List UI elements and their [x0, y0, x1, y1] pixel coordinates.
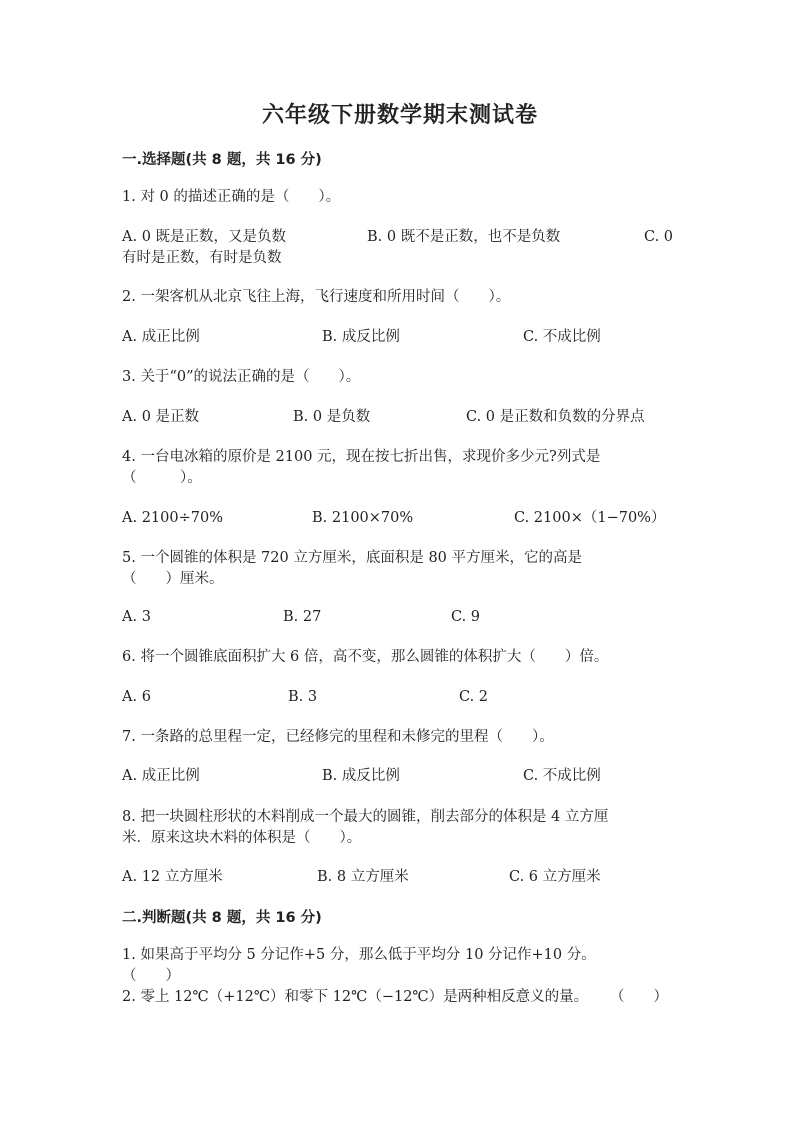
option-c: C. 不成比例 [523, 768, 601, 784]
option-a: A. 成正比例 [122, 768, 200, 784]
question-5-stem-line1: 5. 一个圆锥的体积是 720 立方厘米，底面积是 80 平方厘米，它的高是 [122, 550, 583, 566]
option-c: C. 9 [451, 609, 481, 625]
option-c: C. 不成比例 [523, 329, 601, 345]
question-2-stem: 2. 一架客机从北京飞往上海，飞行速度和所用时间（ ）。 [122, 289, 511, 305]
option-a: A. 成正比例 [122, 329, 200, 345]
option-c: C. 6 立方厘米 [509, 869, 601, 885]
question-8-stem-line2: 米．原来这块木料的体积是（ ）。 [122, 830, 362, 846]
page-title: 六年级下册数学期末测试卷 [261, 103, 538, 128]
question-5-options [122, 606, 682, 628]
question-5-stem-line2: （ ）厘米。 [122, 571, 224, 587]
section-heading-choice: 一.选择题(共 8 题，共 16 分) [122, 152, 322, 168]
section-heading-judge: 二.判断题(共 8 题，共 16 分) [122, 910, 322, 926]
question-7-options [122, 765, 682, 787]
option-a: A. 2100÷70% [122, 510, 223, 526]
judge-question-2 [122, 986, 682, 1008]
option-b: B. 27 [283, 609, 322, 625]
question-6-options [122, 686, 682, 708]
option-a: A. 0 既是正数，又是负数 [122, 229, 287, 245]
option-a: A. 3 [122, 609, 151, 625]
question-1-options [122, 226, 682, 248]
judge-question-2-bracket: （ ） [610, 989, 668, 1005]
option-b: B. 0 既不是正数，也不是负数 [367, 229, 561, 245]
option-b: B. 成反比例 [322, 329, 400, 345]
option-c: C. 0 是正数和负数的分界点 [466, 409, 645, 425]
option-b: B. 0 是负数 [293, 409, 371, 425]
question-3-stem: 3. 关于“0”的说法正确的是（ ）。 [122, 369, 361, 385]
question-6-stem: 6. 将一个圆锥底面积扩大 6 倍，高不变，那么圆锥的体积扩大（ ）倍。 [122, 649, 609, 665]
option-a: A. 0 是正数 [122, 409, 200, 425]
judge-question-1-line2: （ ） [122, 968, 180, 984]
question-3-options [122, 406, 682, 428]
question-4-stem-line2: （ ）。 [122, 470, 202, 486]
question-4-options [122, 507, 682, 529]
option-b: B. 成反比例 [322, 768, 400, 784]
judge-question-1-line1: 1. 如果高于平均分 5 分记作+5 分，那么低于平均分 10 分记作+10 分。 [122, 947, 596, 963]
question-2-options [122, 326, 682, 348]
question-8-stem-line1: 8. 把一块圆柱形状的木料削成一个最大的圆锥，削去部分的体积是 4 立方厘 [122, 809, 609, 825]
option-b: B. 3 [288, 689, 318, 705]
option-c: C. 0 [644, 229, 674, 245]
question-1-stem: 1. 对 0 的描述正确的是（ ）。 [122, 189, 341, 205]
option-a: A. 12 立方厘米 [122, 869, 223, 885]
question-4-stem-line1: 4. 一台电冰箱的原价是 2100 元，现在按七折出售，求现价多少元?列式是 [122, 449, 601, 465]
question-7-stem: 7. 一条路的总里程一定，已经修完的里程和未修完的里程（ ）。 [122, 729, 554, 745]
option-a: A. 6 [122, 689, 151, 705]
option-b: B. 8 立方厘米 [317, 869, 409, 885]
judge-question-2-text: 2. 零上 12℃（+12℃）和零下 12℃（−12℃）是两种相反意义的量。 [122, 989, 589, 1005]
option-b: B. 2100×70% [312, 510, 414, 526]
question-1-option-c-continued: 有时是正数，有时是负数 [122, 250, 282, 266]
option-c: C. 2100×（1−70%） [514, 510, 666, 526]
option-c: C. 2 [459, 689, 489, 705]
question-8-options [122, 866, 682, 888]
